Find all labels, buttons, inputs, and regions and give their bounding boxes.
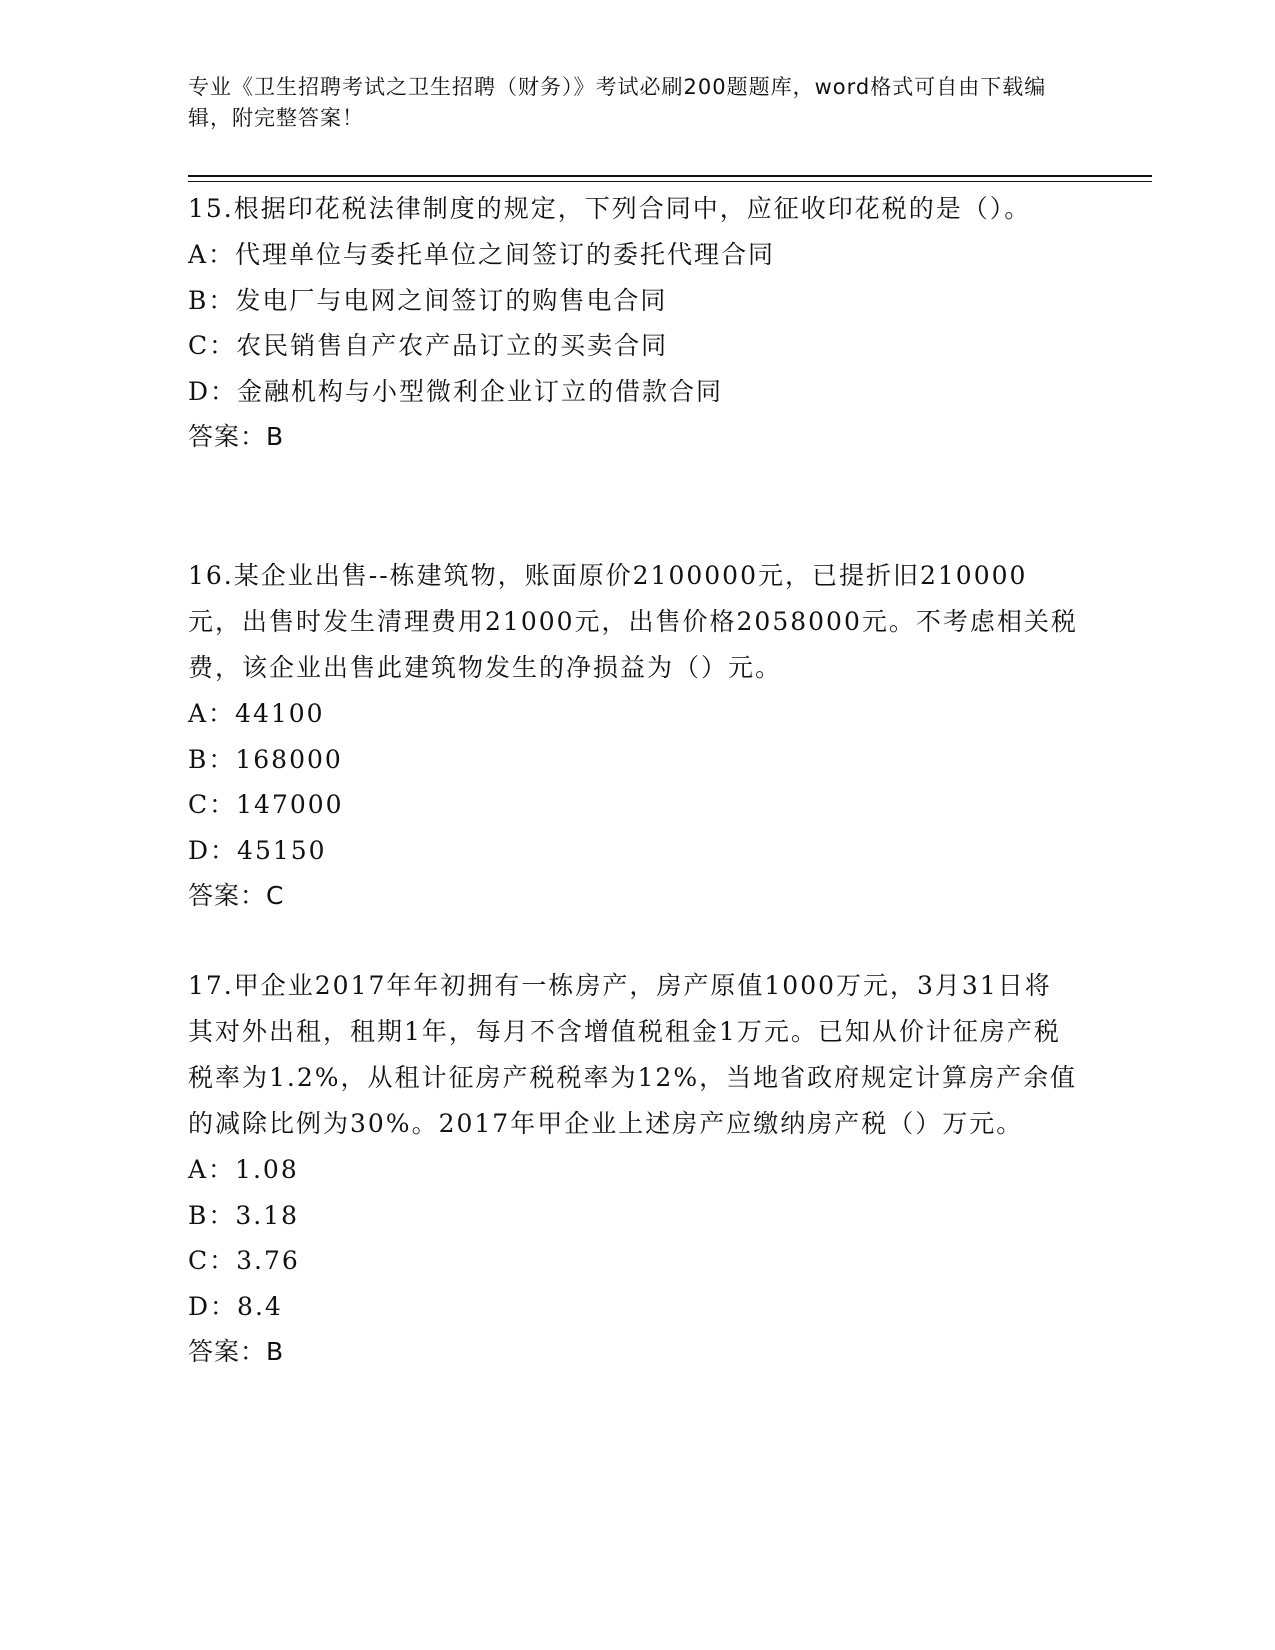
option-b: B：发电厂与电网之间签订的购售电合同 <box>188 285 668 315</box>
option-d: D：45150 <box>188 835 327 865</box>
answer: 答案：C <box>188 881 285 910</box>
option-c: C：3.76 <box>188 1246 300 1275</box>
question-stem: 15.根据印花税法律制度的规定，下列合同中，应征收印花税的是（）。 <box>188 194 1032 223</box>
question-16 <box>188 553 1078 919</box>
option-b: B：3.18 <box>188 1200 300 1230</box>
option-c: C：农民销售自产农产品订立的买卖合同 <box>188 331 669 360</box>
option-c: C：147000 <box>188 790 344 819</box>
question-17 <box>188 963 1078 1375</box>
question-stem: 16.某企业出售--栋建筑物，账面原价2100000元，已提折旧210000元，出售时发生清理费用21000元，出售价格2058000元。不考虑相关税费，该企业出售此建筑物发生的净损益为（）元。 <box>188 561 1078 682</box>
option-d: D：金融机构与小型微利企业订立的借款合同 <box>188 376 724 406</box>
header-divider <box>188 175 1152 177</box>
option-a: A：44100 <box>188 699 325 728</box>
answer: 答案：B <box>188 422 285 451</box>
option-d: D：8.4 <box>188 1291 283 1321</box>
option-b: B：168000 <box>188 744 343 774</box>
question-stem: 17.甲企业2017年年初拥有一栋房产，房产原值1000万元，3月31日将其对外出租，租期1年，每月不含增值税租金1万元。已知从价计征房产税税率为1.2%，从租计征房产税税率为12%，当地省政府规定计算房产余值的减除比例为30%。2017年甲企业上述房产应缴纳房产税（）万元。 <box>188 971 1078 1138</box>
option-a: A：代理单位与委托单位之间签订的委托代理合同 <box>188 240 776 269</box>
question-15 <box>188 186 1078 460</box>
header-divider-thin <box>188 181 1152 182</box>
option-a: A：1.08 <box>188 1155 299 1184</box>
document-header: 专业《卫生招聘考试之卫生招聘（财务）》考试必刷200题题库，word格式可自由下载编辑，附完整答案！ <box>188 75 1047 130</box>
answer: 答案：B <box>188 1337 285 1366</box>
